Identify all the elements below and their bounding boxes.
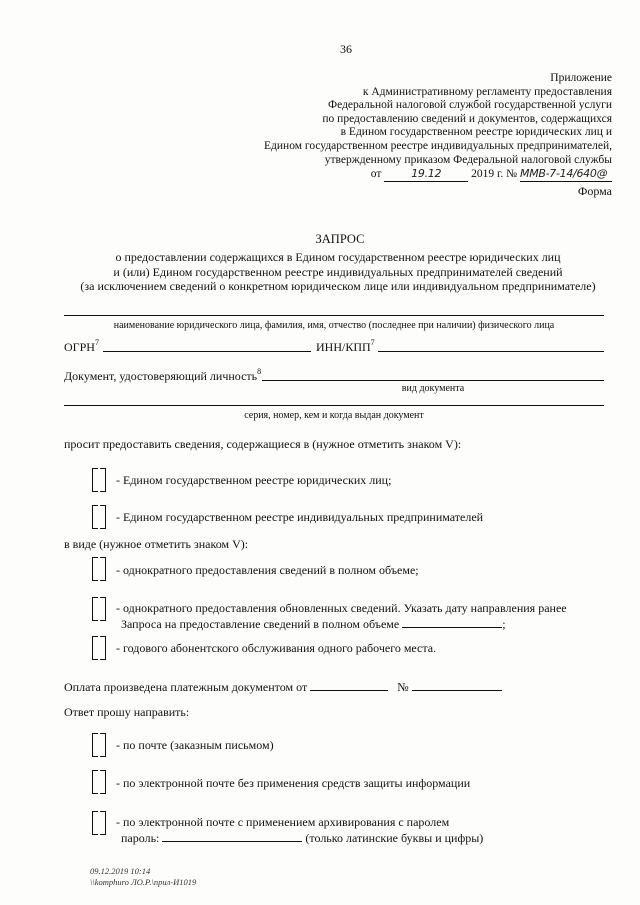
doc-details-field-line[interactable]	[64, 405, 604, 406]
footer-path: \\komphuro ЛО.Р.\прил-И1019	[90, 877, 197, 887]
checkbox-email-plain[interactable]	[92, 770, 106, 792]
doc-details-caption: серия, номер, кем и когда выдан документ	[244, 410, 424, 421]
request-intro: просит предоставить сведения, содержащиеся в (нужное отметить знаком V):	[64, 437, 462, 451]
checkbox-email-archive[interactable]	[92, 811, 106, 833]
option-egrul-label: - Едином государственном реестре юридических лиц;	[116, 473, 392, 487]
year-text: 2019 г. №	[471, 168, 518, 181]
handwritten-order-number: ММВ-7-14/640@	[520, 167, 612, 182]
option-egrip-label: - Едином государственном реестре индивидуальных предпринимателей	[116, 510, 484, 524]
password-line	[121, 830, 483, 846]
password-note: (только латинские буквы и цифры)	[305, 831, 484, 845]
subtitle-line: (за исключением сведений о конкретном юридическом лице или индивидуальном предпринимателе)	[80, 279, 596, 293]
document-title: ЗАПРОС	[315, 232, 365, 246]
name-field-line[interactable]	[64, 315, 604, 316]
checkbox-full-once[interactable]	[92, 557, 106, 579]
payment-line	[64, 679, 502, 695]
approval-line: по предоставлению сведений и документов, содержащихся	[322, 112, 612, 125]
doc-label	[64, 369, 261, 384]
inn-field-line[interactable]	[378, 351, 604, 352]
option-full-once-label: - однократного предоставления сведений в полном объеме;	[116, 563, 419, 577]
ogrn-footnote-mark: 7	[94, 338, 99, 347]
option-updated-once-line2-text: Запроса на предоставление сведений в полном объеме	[121, 617, 400, 631]
delivery-intro: Ответ прошу направить:	[64, 705, 190, 719]
previous-request-date-field[interactable]	[402, 616, 502, 628]
footer-timestamp: 09.12.2019 10:14	[90, 866, 151, 876]
option-updated-once-label: - однократного предоставления обновленных сведений. Указать дату направления ранее	[116, 601, 567, 615]
checkbox-post[interactable]	[92, 733, 106, 755]
print-footer	[90, 866, 196, 888]
option-post-label: - по почте (заказным письмом)	[116, 738, 274, 752]
form-label: Форма	[577, 184, 612, 198]
doc-label-text: Документ, удостоверяющий личность	[64, 369, 258, 383]
inn-footnote-mark: 7	[370, 338, 375, 347]
doc-footnote-mark: 8	[257, 367, 262, 376]
page-number: 36	[340, 42, 352, 56]
ogrn-label	[64, 340, 99, 355]
payment-label: Оплата произведена платежным документом от	[64, 680, 308, 694]
payment-number-field[interactable]	[412, 679, 502, 691]
inn-label-text: ИНН/КПП	[316, 340, 371, 354]
subtitle-line: и (или) Едином государственном реестре индивидуальных предпринимателей сведений	[113, 264, 563, 279]
date-prefix: от	[370, 168, 382, 181]
approval-line: утвержденному приказом Федеральной налоговой службы	[324, 153, 612, 166]
approval-line: Едином государственном реестре индивидуальных предпринимателей,	[264, 139, 612, 152]
option-updated-once-end: ;	[502, 617, 506, 631]
doc-type-field-line[interactable]	[262, 380, 604, 381]
checkbox-egrip[interactable]	[92, 505, 106, 527]
payment-number-label: №	[397, 680, 409, 694]
option-updated-once-line2	[121, 616, 506, 632]
ogrn-label-text: ОГРН	[64, 340, 95, 354]
approval-line: в Едином государственном реестре юридических лиц и	[340, 126, 612, 139]
approval-line: Приложение	[550, 72, 612, 84]
approval-line: к Административному регламенту предоставления	[362, 85, 612, 98]
approval-line: Федеральной налоговой службой государственной услуги	[328, 99, 612, 112]
checkbox-updated-once[interactable]	[92, 597, 106, 619]
name-field-caption: наименование юридического лица, фамилия, имя, отчество (последнее при наличии) физического лица	[113, 320, 555, 331]
option-email-archive-label: - по электронной почте с применением архивирования с паролем	[116, 815, 450, 829]
subtitle-line: о предоставлении содержащихся в Едином государственном реестре юридических лиц	[115, 250, 561, 264]
password-field[interactable]	[162, 830, 302, 842]
checkbox-egrul[interactable]	[92, 468, 106, 490]
approval-date-line	[264, 167, 612, 182]
document-subtitle	[18, 250, 640, 294]
password-label: пароль:	[121, 831, 160, 845]
form-intro: в виде (нужное отметить знаком V):	[64, 537, 249, 551]
payment-date-field[interactable]	[310, 679, 388, 691]
checkbox-annual-subscription[interactable]	[92, 636, 106, 658]
handwritten-date: 19.12	[384, 167, 468, 182]
inn-label	[316, 340, 375, 355]
approval-block	[264, 72, 612, 182]
option-annual-subscription-label: - годового абонентского обслуживания одного рабочего места.	[116, 641, 437, 655]
ogrn-field-line[interactable]	[103, 351, 311, 352]
option-email-plain-label: - по электронной почте без применения средств защиты информации	[116, 776, 471, 790]
doc-type-caption: вид документа	[401, 383, 465, 394]
